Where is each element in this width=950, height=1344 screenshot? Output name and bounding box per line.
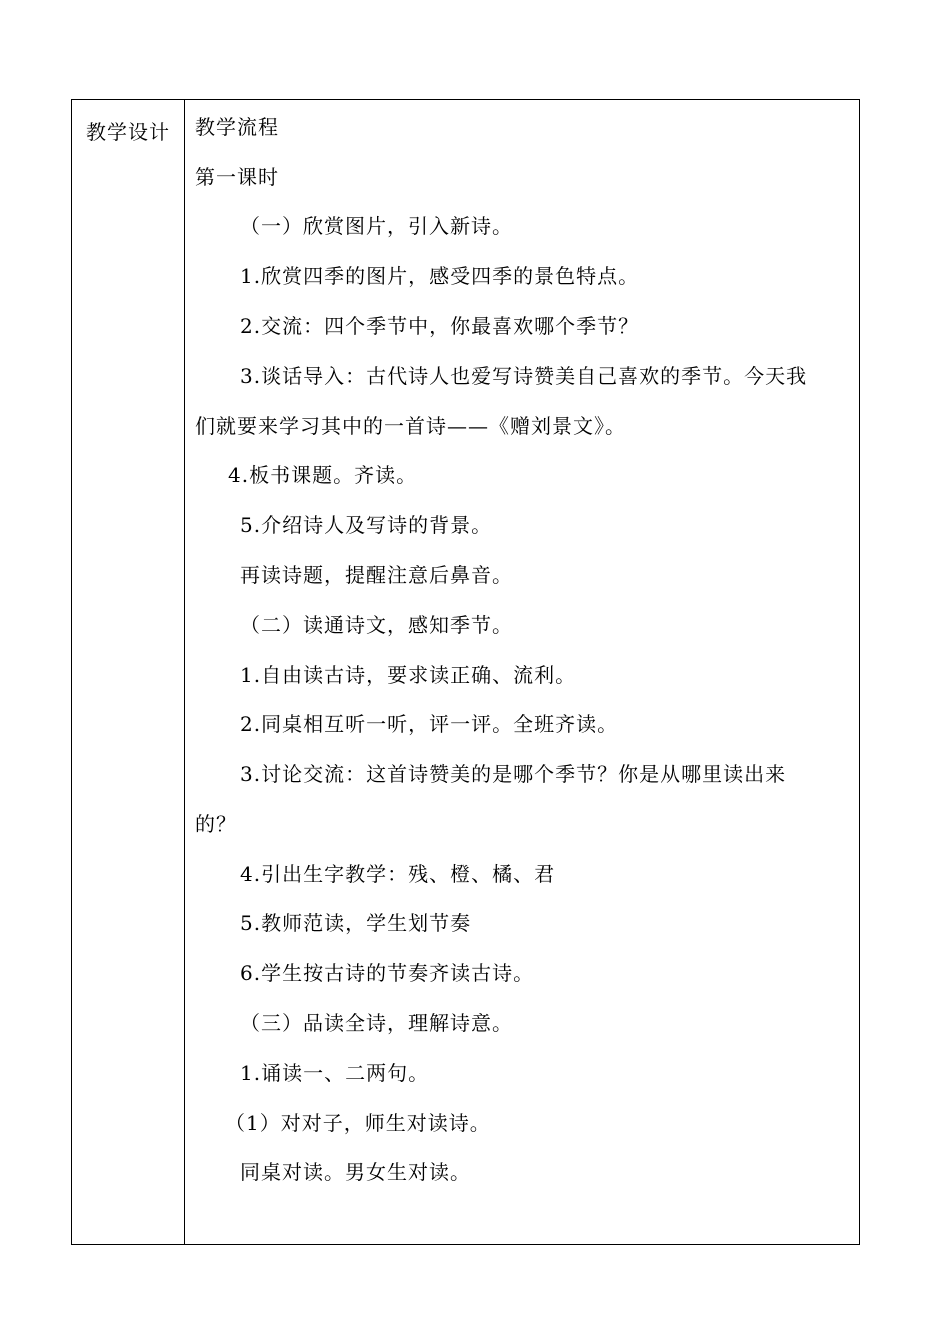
content-cell: [185, 100, 859, 1244]
text-line: 1.自由读古诗，要求读正确、流利。: [240, 663, 577, 687]
heading-teaching-process: 教学流程: [195, 115, 279, 139]
text-line: 3.谈话导入：古代诗人也爱写诗赞美自己喜欢的季节。今天我: [240, 364, 808, 388]
text-line: 5.教师范读，学生划节奏: [240, 911, 472, 935]
text-line: 5.介绍诗人及写诗的背景。: [240, 513, 493, 537]
text-line: 4.引出生字教学：残、橙、橘、君: [240, 862, 556, 886]
text-line: 6.学生按古诗的节奏齐读古诗。: [240, 961, 535, 985]
lesson-plan-table: [71, 99, 860, 1245]
heading-first-lesson: 第一课时: [195, 165, 279, 189]
text-line: 1.欣赏四季的图片，感受四季的景色特点。: [240, 264, 640, 288]
text-line: 同桌对读。男女生对读。: [240, 1160, 471, 1184]
section-three-title: （三）品读全诗，理解诗意。: [240, 1011, 513, 1035]
text-line: 2.交流：四个季节中，你最喜欢哪个季节？: [240, 314, 640, 338]
text-line: （1）对对子，师生对读诗。: [225, 1111, 491, 1135]
section-one-title: （一）欣赏图片，引入新诗。: [240, 214, 513, 238]
text-line: 的？: [195, 812, 237, 836]
text-line: 4.板书课题。齐读。: [228, 463, 418, 487]
section-label: 教学设计: [86, 120, 170, 144]
text-line: 3.讨论交流：这首诗赞美的是哪个季节？你是从哪里读出来: [240, 762, 787, 786]
section-two-title: （二）读通诗文，感知季节。: [240, 613, 513, 637]
text-line: 1.诵读一、二两句。: [240, 1061, 430, 1085]
text-line: 们就要来学习其中的一首诗——《赠刘景文》。: [195, 414, 626, 438]
text-line: 再读诗题，提醒注意后鼻音。: [240, 563, 513, 587]
text-line: 2.同桌相互听一听，评一评。全班齐读。: [240, 712, 619, 736]
